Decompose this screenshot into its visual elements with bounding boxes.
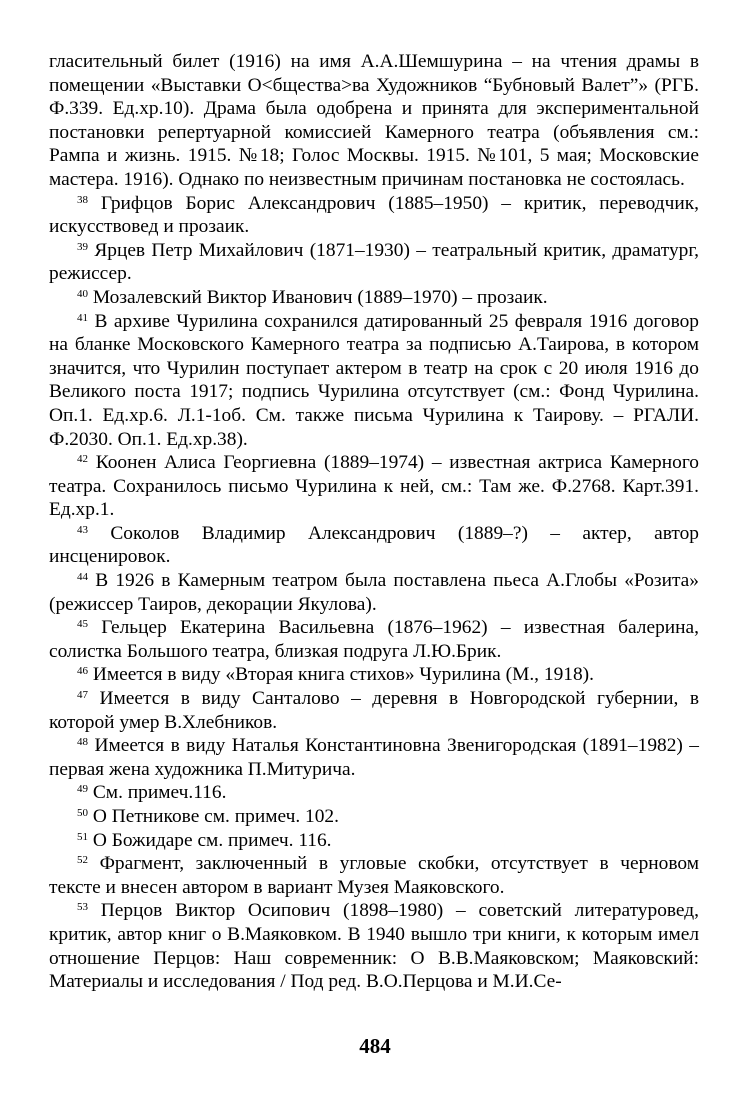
footnote-number: 39 bbox=[77, 240, 88, 253]
footnote-48 bbox=[49, 734, 699, 781]
footnote-text: См. примеч.116. bbox=[92, 782, 227, 804]
footnote-number: 45 bbox=[77, 618, 88, 631]
footnote-45 bbox=[49, 616, 699, 663]
footnote-40 bbox=[49, 286, 699, 310]
footnote-text: Гельцер Екатерина Васильевна (1876–1962) – известная балерина, солистка Большого театра, близкая подруга Л.Ю.Брик. bbox=[49, 617, 699, 662]
footnote-51 bbox=[49, 829, 699, 853]
footnote-text: Ярцев Петр Михайлович (1871–1930) – театральный критик, драматург, режиссер. bbox=[49, 239, 699, 285]
footnote-text: Коонен Алиса Георгиевна (1889–1974) – известная актриса Камерного театра. Сохранилось письмо Чурилина к ней, см.: Там же. Ф.2768. Карт.391. Ед.хр.1. bbox=[49, 452, 699, 521]
footnote-52 bbox=[49, 852, 699, 899]
footnote-50 bbox=[49, 805, 699, 829]
footnote-text: В архиве Чурилина сохранился датированный 25 февраля 1916 договор на бланке Московского Камерного театра за подписью А.Таирова, в котором значится, что Чурилин поступает актером в театр на срок с 20 июля 1916 до Великого поста 1917; подпись Чурилина отсутствует (см.: Фонд Чурилина. Оп.1. Ед.хр.6. Л.1-1об. См. также письма Чурилина к Таирову. – РГАЛИ. Ф.2030. Оп.1. Ед.хр.38). bbox=[49, 310, 699, 450]
footnote-text: О Петникове см. примеч. 102. bbox=[92, 806, 339, 827]
footnote-number: 49 bbox=[77, 783, 88, 796]
footnote-number: 44 bbox=[77, 571, 88, 584]
footnote-number: 52 bbox=[77, 854, 88, 867]
footnote-number: 46 bbox=[77, 665, 88, 678]
footnote-text: Перцов Виктор Осипович (1898–1980) – советский литературовед, критик, автор книг о В.Маяковком. В 1940 вышло три книги, к которым имел отношение Перцов: Наш современник: О В.В.Маяковском; Маяковский: Материалы и исследования / Под ред. В.О.Перцова и М.И.Се- bbox=[49, 900, 699, 993]
footnote-number: 43 bbox=[77, 523, 88, 536]
footnote-number: 53 bbox=[77, 901, 88, 914]
footnote-number: 50 bbox=[77, 807, 88, 819]
footnote-text: О Божидаре см. примеч. 116. bbox=[92, 829, 332, 851]
footnotes-list bbox=[49, 192, 699, 994]
footnote-number: 42 bbox=[77, 453, 88, 466]
continued-paragraph: гласительный билет (1916) на имя А.А.Шемшурина – на чтения драмы в помещении «Выставки О<бщества>ва Художников “Бубновый Валет”» (РГБ. Ф.339. Ед.хр.10). Драма была одобрена и принята для экспериментальной постановки репертуарной комиссией Камерного театра (объявления см.: Рампа и жизнь. 1915. №18; Голос Москвы. 1915. №101, 5 мая; Московские мастера. 1916). Однако по неизвестным причинам постановка не состоялась. bbox=[49, 51, 699, 190]
footnote-number: 40 bbox=[77, 287, 88, 300]
footnote-47 bbox=[49, 687, 699, 734]
footnote-text: Мозалевский Виктор Иванович (1889–1970) – прозаик. bbox=[92, 286, 548, 308]
page-number: 484 bbox=[359, 1034, 391, 1058]
footnote-text: В 1926 в Камерным театром была поставлена пьеса А.Глобы «Розита» (режиссер Таиров, декорации Якулова). bbox=[49, 570, 699, 615]
footnote-44 bbox=[49, 569, 699, 616]
footnote-38 bbox=[49, 192, 699, 239]
footnote-39 bbox=[49, 239, 699, 286]
footnote-41 bbox=[49, 310, 699, 452]
footnote-53 bbox=[49, 899, 699, 993]
footnote-text: Грифцов Борис Александрович (1885–1950) – критик, переводчик, искусствовед и прозаик. bbox=[49, 192, 699, 238]
footnote-number: 48 bbox=[77, 736, 88, 749]
footnote-text: Соколов Владимир Александрович (1889–?) – актер, автор инсценировок. bbox=[49, 522, 699, 568]
footnote-49 bbox=[49, 781, 699, 805]
footnote-number: 47 bbox=[77, 689, 88, 702]
page-body bbox=[49, 50, 699, 994]
footnote-text: Имеется в виду Наталья Константиновна Звенигородская (1891–1982) – первая жена художника П.Митурича. bbox=[49, 735, 699, 780]
footnote-42 bbox=[49, 451, 699, 522]
footnote-number: 41 bbox=[77, 311, 88, 324]
footnote-text: Имеется в виду Санталово – деревня в Новгородской губернии, в которой умер В.Хлебников. bbox=[49, 688, 699, 733]
footnote-number: 38 bbox=[77, 193, 88, 206]
footnote-text: Фрагмент, заключенный в угловые скобки, отсутствует в черновом тексте и внесен автором в вариант Музея Маяковского. bbox=[49, 853, 699, 898]
footnote-text: Имеется в виду «Вторая книга стихов» Чурилина (М., 1918). bbox=[92, 664, 594, 686]
footnote-43 bbox=[49, 522, 699, 569]
footnote-number: 51 bbox=[77, 830, 88, 843]
footnote-46 bbox=[49, 663, 699, 687]
